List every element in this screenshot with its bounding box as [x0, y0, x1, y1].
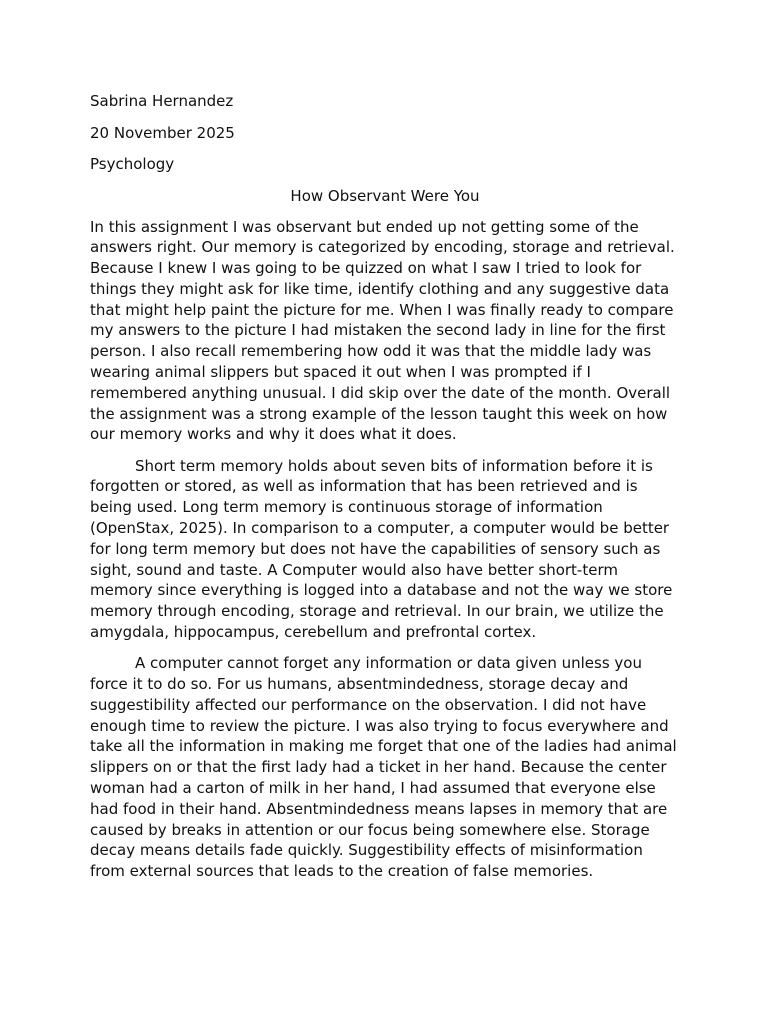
- document-page: [90, 91, 680, 892]
- body-paragraph-2: Short term memory holds about seven bits of information before it is forgotten or stored, as well as information that has been retrieved and is being used. Long term memory is continuous storage of information (OpenStax, 2025). In comparison to a computer, a computer would be better for long term memory but does not have the capabilities of sensory such as sight, sound and taste. A Computer would also have better short-term memory since everything is logged into a database and not the way we store memory through encoding, storage and retrieval. In our brain, we utilize the amygdala, hippocampus, cerebellum and prefrontal cortex.: [90, 456, 673, 642]
- document-title: How Observant Were You: [290, 186, 480, 205]
- body-paragraph-3: A computer cannot forget any information or data given unless you force it to do so. For us humans, absentmindedness, storage decay and suggestibility affected our performance on the observation. I did not have enough time to review the picture. I was also trying to focus everywhere and take all the information in making me forget that one of the ladies had animal slippers on or that the first lady had a ticket in her hand. Because the center woman had a carton of milk in her hand, I had assumed that everyone else had food in their hand. Absentmindedness means lapses in memory that are caused by breaks in attention or our focus being somewhere else. Storage decay means details fade quickly. Suggestibility effects of misinformation from external sources that leads to the creation of false memories.: [90, 654, 677, 881]
- document-date: 20 November 2025: [90, 123, 235, 142]
- course-name: Psychology: [90, 155, 175, 173]
- body-paragraph-1: In this assignment I was observant but ended up not getting some of the answers right. Our memory is categorized by encoding, storage and retrieval. Because I knew I was going to be quizzed on what I saw I tried to look for things they might ask for like time, identify clothing and any suggestive data that might help paint the picture for me. When I was finally ready to compare my answers to the picture I had mistaken the second lady in line for the first person. I also recall remembering how odd it was that the middle lady was wearing animal slippers but spaced it out when I was prompted if I remembered anything unusual. I did skip over the date of the month. Overall the assignment was a strong example of the lesson taught this week on how our memory works and why it does what it does.: [90, 217, 675, 444]
- author-name: Sabrina Hernandez: [90, 92, 234, 110]
